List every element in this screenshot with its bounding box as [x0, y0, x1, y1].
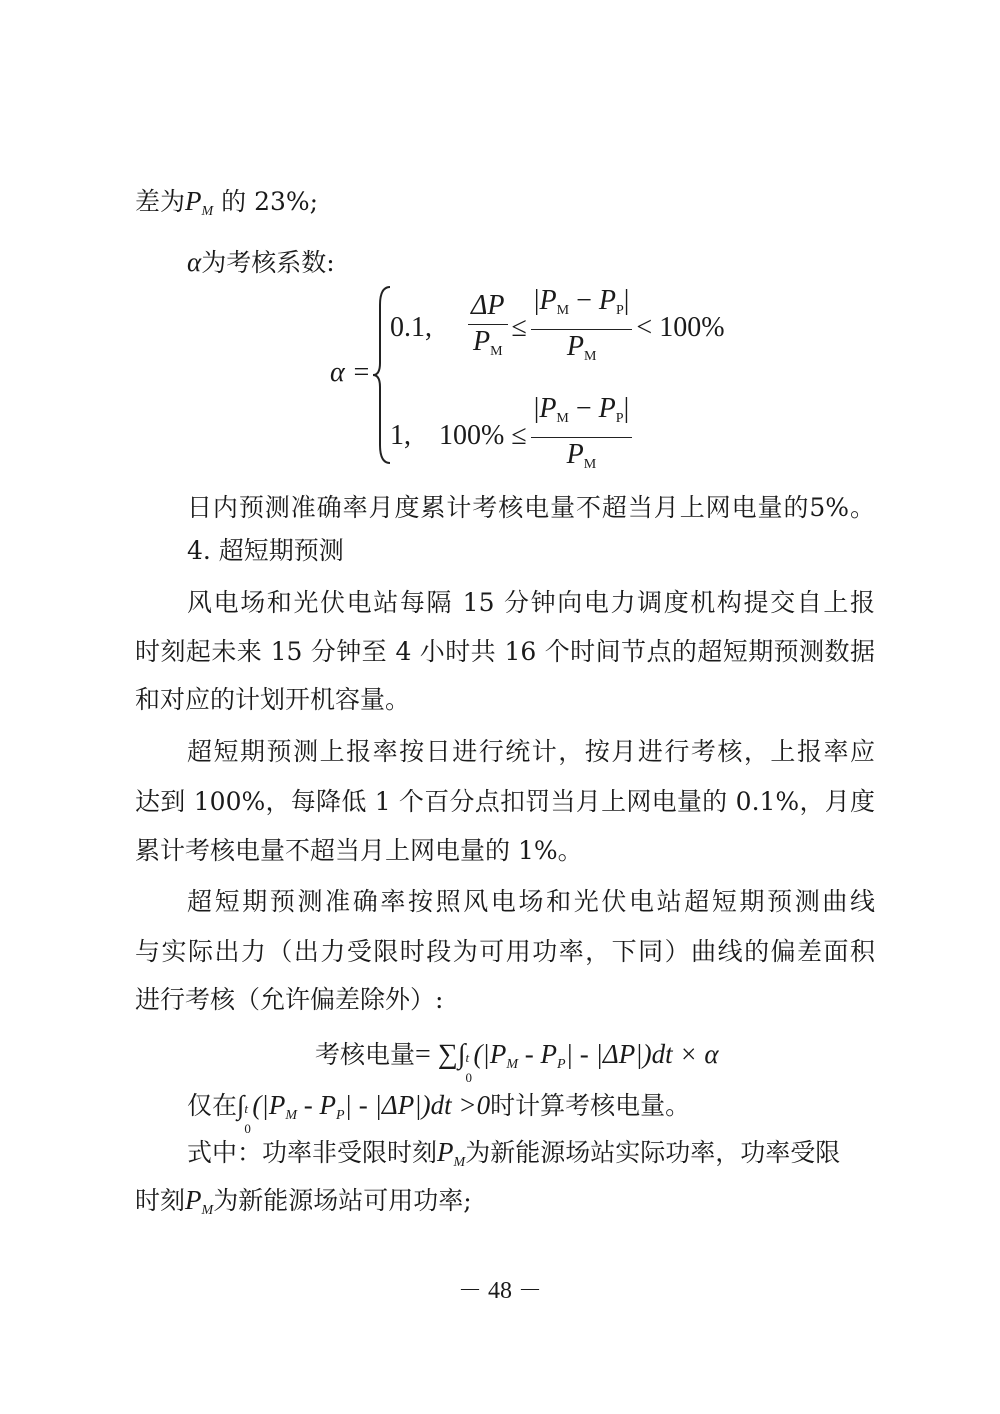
subscript: M [556, 411, 569, 426]
minus: − [568, 393, 599, 424]
text: 的 23%; [221, 187, 319, 216]
text-line [187, 245, 875, 280]
left-brace [372, 285, 392, 465]
paragraph-line: 时刻起未来 15 分钟至 4 小时共 16 个时间节点的超短期预测数据 [135, 637, 875, 666]
page-number: － 48 － [458, 1278, 542, 1304]
lower-limit: 0 [465, 1070, 472, 1085]
text-line [187, 1135, 875, 1180]
upper-limit: t [465, 1050, 470, 1065]
upper-limit: t [244, 1101, 249, 1116]
subscript: M [201, 204, 214, 219]
integral: ∫ [237, 1090, 245, 1120]
le-sign: ≤ [511, 311, 527, 343]
formula-body: | - |ΔP|)dt >0 [344, 1090, 491, 1120]
section-heading: 4. 超短期预测 [187, 536, 344, 565]
var: P [185, 186, 202, 216]
paragraph-line: 进行考核（允许偏差除外）: [135, 985, 444, 1014]
case-1: 0.1, $\frac{\Delta P}{P_M}$ ≤ $\frac{|P_M - P_P|}{P_M}$ < 100% [390, 285, 725, 364]
text: 仅在 [187, 1091, 238, 1120]
subscript: M [453, 1155, 466, 1170]
subscript: P [616, 303, 624, 318]
paragraph-line: 和对应的计划开机容量。 [135, 685, 411, 714]
text: 差为 [135, 187, 186, 216]
formula-body: - P [518, 1039, 557, 1069]
math-var [185, 186, 214, 219]
text: 为新能源场站可用功率; [213, 1186, 472, 1215]
text: 时计算考核电量。 [490, 1091, 691, 1120]
abs-bar: | [533, 285, 540, 316]
formula-lhs: α = [330, 357, 371, 388]
condition: < 100% [636, 311, 725, 343]
assessment-formula [315, 1037, 719, 1085]
subscript: M [583, 457, 597, 472]
formula-body: (|P [252, 1090, 286, 1120]
subscript: P [557, 1057, 566, 1072]
subscript: M [583, 349, 597, 364]
subscript: M [285, 1108, 297, 1123]
abs-bar: | [533, 393, 540, 424]
text: 时刻 [135, 1186, 186, 1215]
sum-integral: = ∑∫ [415, 1039, 466, 1070]
var: P [437, 1137, 454, 1167]
formula-body: | - |ΔP|)dt × α [565, 1039, 719, 1069]
abs-bar: | [623, 285, 630, 316]
case-value: 0.1, [390, 311, 432, 343]
subscript: P [335, 1108, 345, 1123]
paragraph-line: 风电场和光伏电站每隔 15 分钟向电力调度机构提交自上报 [187, 588, 875, 617]
text: 为新能源场站实际功率，功率受限 [465, 1138, 841, 1167]
formula-body: - P [297, 1090, 336, 1120]
numerator: ΔP [468, 290, 508, 325]
formula-body: (|P [473, 1039, 507, 1069]
minus: − [569, 285, 599, 316]
subscript: M [201, 1203, 214, 1218]
abs-bar: | [623, 393, 630, 424]
subscript: P [615, 411, 624, 426]
case-2: 1, 100% ≤ $\frac{|P_M - P_P|}{P_M}$ [390, 393, 636, 482]
math-var: α [187, 247, 202, 277]
paragraph-line: 超短期预测准确率按照风电场和光伏电站超短期预测曲线 [187, 887, 875, 916]
text-line [187, 1088, 875, 1136]
paragraph-line: 超短期预测上报率按日进行统计，按月进行考核，上报率应 [187, 737, 875, 766]
paragraph-line: 达到 100%，每降低 1 个百分点扣罚当月上网电量的 0.1%，月度 [135, 787, 875, 816]
alpha-formula [330, 285, 730, 472]
case-value: 1, [390, 419, 411, 451]
subscript: M [556, 303, 570, 318]
paragraph-line: 日内预测准确率月度累计考核电量不超当月上网电量的5%。 [187, 493, 875, 522]
subscript: M [506, 1057, 519, 1072]
denominator: P [472, 326, 491, 357]
text-line [135, 1183, 875, 1228]
text: 为考核系数: [201, 248, 335, 277]
lower-limit: 0 [244, 1121, 251, 1136]
text: 式中：功率非受限时刻 [187, 1138, 438, 1167]
text-line [135, 184, 875, 229]
subscript: M [490, 344, 503, 359]
condition: 100% ≤ [439, 419, 527, 451]
formula-lhs: 考核电量 [315, 1040, 416, 1069]
var: P [185, 1185, 202, 1215]
paragraph-line: 与实际出力（出力受限时段为可用功率，下同）曲线的偏差面积 [135, 937, 875, 966]
paragraph-line: 累计考核电量不超当月上网电量的 1%。 [135, 836, 583, 865]
